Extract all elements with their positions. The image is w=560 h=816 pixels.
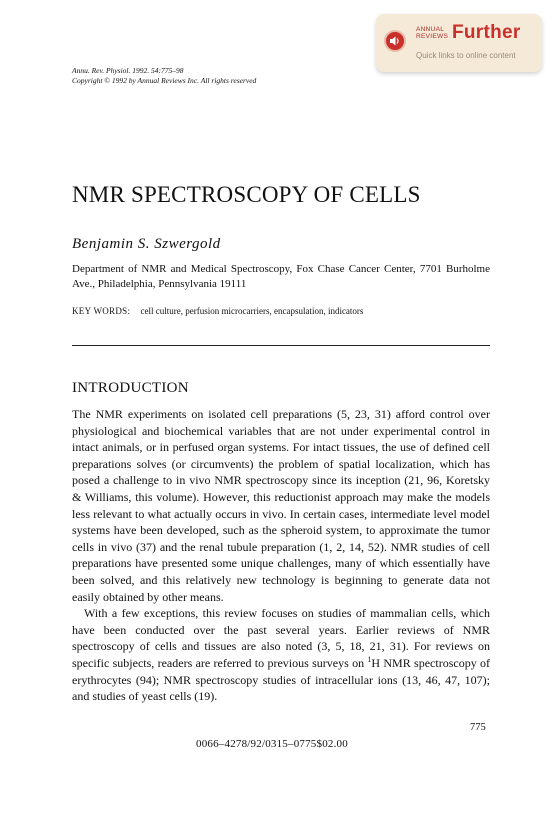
paragraph-2-text-b: H NMR spectroscopy of erythrocytes (94); NMR spectroscopy studies of intracellular ions (13, 46, 47, 107); and studies of yeast cells (19). [72, 655, 491, 704]
annual-reviews-brand [416, 26, 452, 40]
keywords-list: cell culture, perfusion microcarriers, encapsulation, indicators [140, 306, 364, 316]
citation-block [72, 66, 256, 86]
section-divider [72, 345, 490, 346]
article-code: 0066–4278/92/0315–0775$02.00 [196, 738, 348, 750]
page-number: 775 [470, 722, 486, 733]
keywords-label: KEY WORDS: [72, 306, 131, 316]
copyright-line: Copyright © 1992 by Annual Reviews Inc. All rights reserved [72, 76, 257, 85]
paragraph-1: The NMR experiments on isolated cell preparations (5, 23, 31) afford control over physiological and biochemical variables that are not under experimental control in intact animals, or in perfused organ systems. For intact tissues, the use of defined cell preparations solves (or circumvents) the problem of spatial localization, which has posed a challenge to in vivo NMR spectroscopy since its inception (21, 96, Koretsky & Williams, this volume). However, this reductionist approach may make the models less relevant to what actually occurs in vivo. In certain cases, intermediate level model systems have been developed, such as the spheroid system, to approximate the tumor cells in vivo (37) and the renal tubule preparation (1, 2, 14, 52). NMR studies of cell preparations have presented some unique challenges, many of which essentially have been solved, and this relatively new technology is beginning to generate data not easily obtained by other means. [72, 407, 490, 604]
journal-citation: Annu. Rev. Physiol. 1992. 54:775–98 [72, 66, 184, 75]
paragraph-2-text-a: With a few exceptions, this review focuses on studies of mammalian cells, which have been conducted over the past several years. Earlier reviews of NMR spectroscopy of cells and tissues are also noted (3, 5, 18, 21, 31). For reviews on specific subjects, readers are referred to previous surveys on [72, 606, 490, 670]
brand-line-1: ANNUAL [416, 26, 445, 33]
section-heading: INTRODUCTION [72, 380, 189, 396]
author-affiliation: Department of NMR and Medical Spectroscopy, Fox Chase Cancer Center, 7701 Burholme Ave., Philadelphia, Pennsylvania 19111 [72, 263, 490, 290]
article-author: Benjamin S. Szwergold [72, 236, 221, 252]
brand-line-2: REVIEWS [416, 33, 449, 40]
introduction-body [72, 406, 490, 705]
speaker-play-icon [384, 30, 406, 52]
further-subtitle: Quick links to online content [416, 51, 516, 60]
superscript-1: 1 [367, 654, 372, 664]
further-banner[interactable] [376, 14, 542, 72]
paragraph-2 [72, 605, 490, 705]
article-title: NMR SPECTROSCOPY OF CELLS [72, 182, 421, 207]
keywords-line [72, 306, 363, 316]
further-wordmark: Further [452, 22, 521, 43]
